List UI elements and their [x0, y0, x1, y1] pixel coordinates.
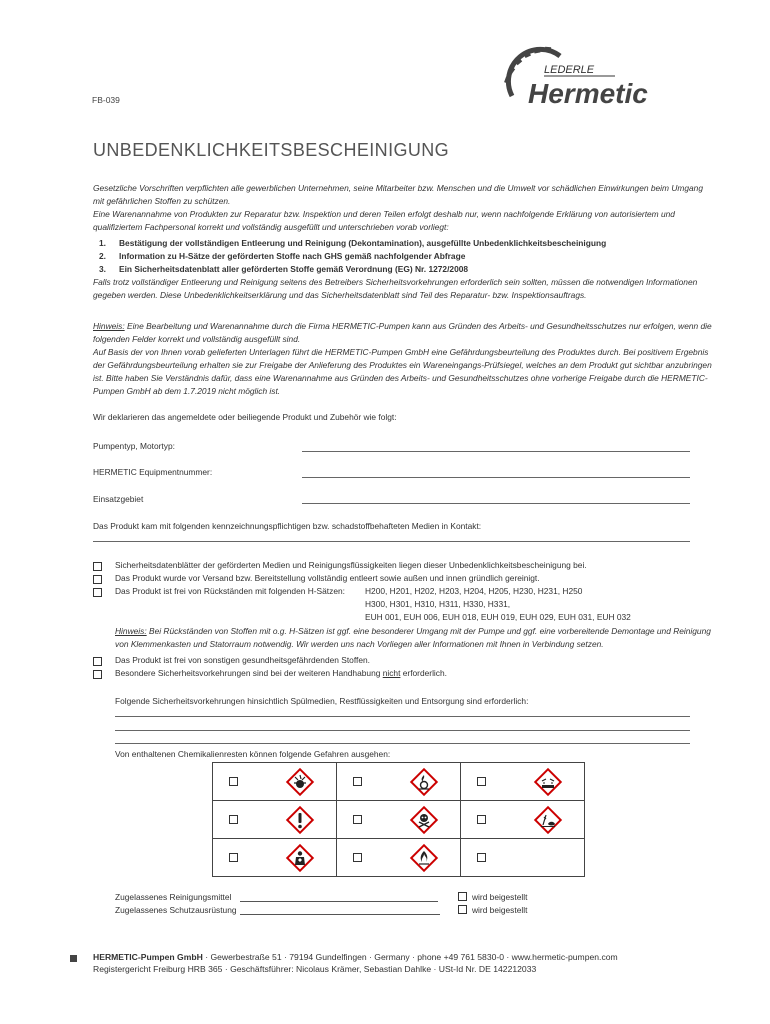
protection-supplied-checkbox[interactable]	[458, 905, 467, 914]
page-title: UNBEDENKLICHKEITSBESCHEINIGUNG	[93, 140, 450, 160]
logo-brand-top: LEDERLE	[544, 64, 595, 76]
check-row-no-other-hazards: Das Produkt ist frei von sonstigen gesundheitsgefährdenden Stoffen.	[93, 654, 715, 667]
environment-hazard-icon	[533, 805, 563, 835]
exclamation-checkbox[interactable]	[229, 815, 238, 824]
other-hazard-checkbox[interactable]	[477, 853, 486, 862]
intro-paragraph-3: Falls trotz vollständiger Entleerung und Reinigung seitens des Betreibers Sicherheitsvorkehrungen erforderlich sein sollten, müssen die notwendigen Informationen gegeben werden. Diese Unbedenklichkeitserklärung und das Sicherheitsdatenblatt sind Teil des Reparatur- bzw. Inspektionsauftrags.	[93, 277, 698, 300]
protection-label: Zugelassenes Schutzausrüstung	[115, 905, 237, 915]
cleaner-label: Zugelassenes Reinigungsmittel	[115, 892, 232, 902]
application-area-field[interactable]	[302, 502, 690, 504]
health-hazard-icon	[285, 843, 315, 873]
environment-checkbox[interactable]	[477, 815, 486, 824]
equipment-number-label: HERMETIC Equipmentnummer:	[93, 467, 213, 477]
measures-line-1[interactable]	[115, 716, 690, 717]
media-contact-field[interactable]	[93, 541, 690, 542]
hazard-cell	[461, 801, 585, 839]
hermetic-logo	[500, 38, 700, 108]
requirements-list	[93, 237, 715, 276]
requirement-item: 2. Information zu H-Sätze der geförderten Stoffe nach GHS gemäß nachfolgender Abfrage	[99, 251, 466, 261]
skull-crossbones-icon	[409, 805, 439, 835]
explosive-checkbox[interactable]	[229, 777, 238, 786]
media-contact-label: Das Produkt kam mit folgenden kennzeichnungspflichtigen bzw. schadstoffbehafteten Medien in Kontakt:	[93, 521, 482, 531]
cleaned-checkbox[interactable]	[93, 575, 102, 584]
hazard-cell	[461, 839, 585, 877]
application-area-label: Einsatzgebiet	[93, 494, 144, 504]
hazard-cell	[213, 763, 337, 801]
hazard-cell	[461, 763, 585, 801]
pump-type-field[interactable]	[302, 450, 690, 452]
hint-label: Hinweis:	[115, 626, 147, 636]
hcodes-free-checkbox[interactable]	[93, 588, 102, 597]
intro-section	[93, 182, 715, 302]
health-hazard-checkbox[interactable]	[229, 853, 238, 862]
toxic-checkbox[interactable]	[353, 815, 362, 824]
exclamation-mark-icon	[285, 805, 315, 835]
cleaner-row	[115, 891, 231, 904]
requirement-item: 1. Bestätigung der vollständigen Entleerung und Reinigung (Dekontamination), ausgefüllte Unbedenklichkeitsbescheinigung	[99, 238, 607, 248]
equipment-number-field[interactable]	[302, 476, 690, 478]
hcode-line: H200, H201, H202, H203, H204, H205, H230, H231, H250	[365, 586, 583, 596]
protection-field[interactable]	[240, 914, 440, 915]
corrosive-icon	[533, 767, 563, 797]
hazard-cell	[337, 839, 461, 877]
hazard-cell	[213, 839, 337, 877]
datasheets-checkbox[interactable]	[93, 562, 102, 571]
protection-row	[115, 904, 237, 917]
oxidizing-checkbox[interactable]	[353, 777, 362, 786]
notice-text-2: Auf Basis der von Ihnen vorab gelieferten Unterlagen führt die HERMETIC-Pumpen GmbH eine Gefährdungsbeurteilung des Produktes durch. Bei positivem Ergebnis der Gefährdungsbeurteilung erhalten sie zur Freigabe der Anlieferung des Produktes ein Wareneingangs-Prüfsiegel, welches an dem Produkt gut sichtbar anzubringen ist. Bitte haben Sie Verständnis dafür, dass eine Warenannahme aus Gründen des Arbeits- und Gesundheitsschutzes ohne vorherige Freigabe durch die HERMETIC-Pumpen GmbH ab dem 1.7.2019 nicht möglich ist.	[93, 347, 712, 396]
notice-section	[93, 320, 715, 398]
flammable-checkbox[interactable]	[353, 853, 362, 862]
footer-address: HERMETIC-Pumpen GmbH · Gewerbestraße 51 · 79194 Gundelfingen · Germany · phone +49 761 5830-0 · www.hermetic-pumpen.com	[93, 952, 618, 962]
hazard-cell	[337, 801, 461, 839]
intro-paragraph-2: Eine Warenannahme von Produkten zur Reparatur bzw. Inspektion und deren Teilen erfolgt deshalb nur, wenn nachfolgende Erklärung von autorisiertem und qualifiziertem Fachpersonal korrekt und vollständig ausgefüllt und unterschrieben vorab vorliegt:	[93, 209, 675, 232]
declaration-text: Wir deklarieren das angemeldete oder beiliegende Produkt und Zubehör wie folgt:	[93, 412, 397, 422]
no-other-hazards-checkbox[interactable]	[93, 657, 102, 666]
oxidizing-icon	[409, 767, 439, 797]
hcode-line: H300, H301, H310, H311, H330, H331,	[365, 599, 511, 609]
corrosive-checkbox[interactable]	[477, 777, 486, 786]
hcode-line: EUH 001, EUH 006, EUH 018, EUH 019, EUH 029, EUH 031, EUH 032	[365, 612, 631, 622]
flame-icon	[409, 843, 439, 873]
explosive-icon	[285, 767, 315, 797]
footer-registration: Registergericht Freiburg HRB 365 · Geschäftsführer: Nicolaus Krämer, Sebastian Dahlke · USt-Id Nr. DE 142212033	[93, 964, 537, 974]
requirement-item: 3. Ein Sicherheitsdatenblatt aller geförderten Stoffe gemäß Verordnung (EG) Nr. 1272/2008	[99, 264, 469, 274]
check-row-cleaned: Das Produkt wurde vor Versand bzw. Bereitstellung vollständig entleert sowie außen und innen gründlich gereinigt.	[93, 572, 715, 585]
measures-label: Folgende Sicherheitsvorkehrungen hinsichtlich Spülmedien, Restflüssigkeiten und Entsorgung sind erforderlich:	[115, 696, 529, 706]
hazard-cell	[213, 801, 337, 839]
check-row-hcodes: Das Produkt ist frei von Rückständen mit folgenden H-Sätzen:	[93, 585, 715, 598]
intro-paragraph-1: Gesetzliche Vorschriften verpflichten alle gewerblichen Unternehmen, seine Mitarbeiter bzw. Menschen und die Umwelt vor schädlichen Einwirkungen beim Umgang mit gefährlichen Stoffen zu schützen.	[93, 183, 703, 206]
protection-supplied: wird beigestellt	[458, 904, 527, 917]
measures-line-3[interactable]	[115, 743, 690, 744]
hazard-cell	[337, 763, 461, 801]
check-row-no-precautions: Besondere Sicherheitsvorkehrungen sind bei der weiteren Handhabung nicht erforderlich.	[93, 667, 715, 680]
footer-marker	[70, 955, 77, 962]
cleaner-field[interactable]	[240, 901, 438, 902]
cleaner-supplied: wird beigestellt	[458, 891, 527, 904]
measures-line-2[interactable]	[115, 730, 690, 731]
pump-type-label: Pumpentyp, Motortyp:	[93, 441, 175, 451]
cleaner-supplied-checkbox[interactable]	[458, 892, 467, 901]
notice-text-1: Eine Bearbeitung und Warenannahme durch die Firma HERMETIC-Pumpen kann aus Gründen des Arbeits- und Gesundheitsschutzes nur erfolgen, wenn die folgenden Felder korrekt und vollständig ausgefüllt sind.	[93, 321, 712, 344]
footer-company: HERMETIC-Pumpen GmbH	[93, 952, 203, 962]
document-code: FB-039	[92, 95, 120, 105]
check-row-datasheets: Sicherheitsdatenblätter der geförderten Medien und Reinigungsflüssigkeiten liegen dieser Unbedenklichkeitsbescheinigung bei.	[93, 559, 715, 572]
notice-label: Hinweis:	[93, 321, 125, 331]
hint-text: Bei Rückständen von Stoffen mit o.g. H-Sätzen ist ggf. eine besonderer Umgang mit der Pumpe und ggf. eine vorbereitende Demontage und Reinigung von Klemmenkasten und Statorraum notwendig. Wir werden uns nach Vorliegen aller Informationen mit Ihnen in Verbindung setzen.	[115, 626, 711, 649]
no-precautions-checkbox[interactable]	[93, 670, 102, 679]
hazard-table	[212, 762, 585, 877]
hazard-label: Von enthaltenen Chemikalienresten können folgende Gefahren ausgehen:	[115, 749, 391, 759]
logo-brand-main: Hermetic	[528, 78, 648, 108]
hcode-hint	[115, 625, 715, 651]
